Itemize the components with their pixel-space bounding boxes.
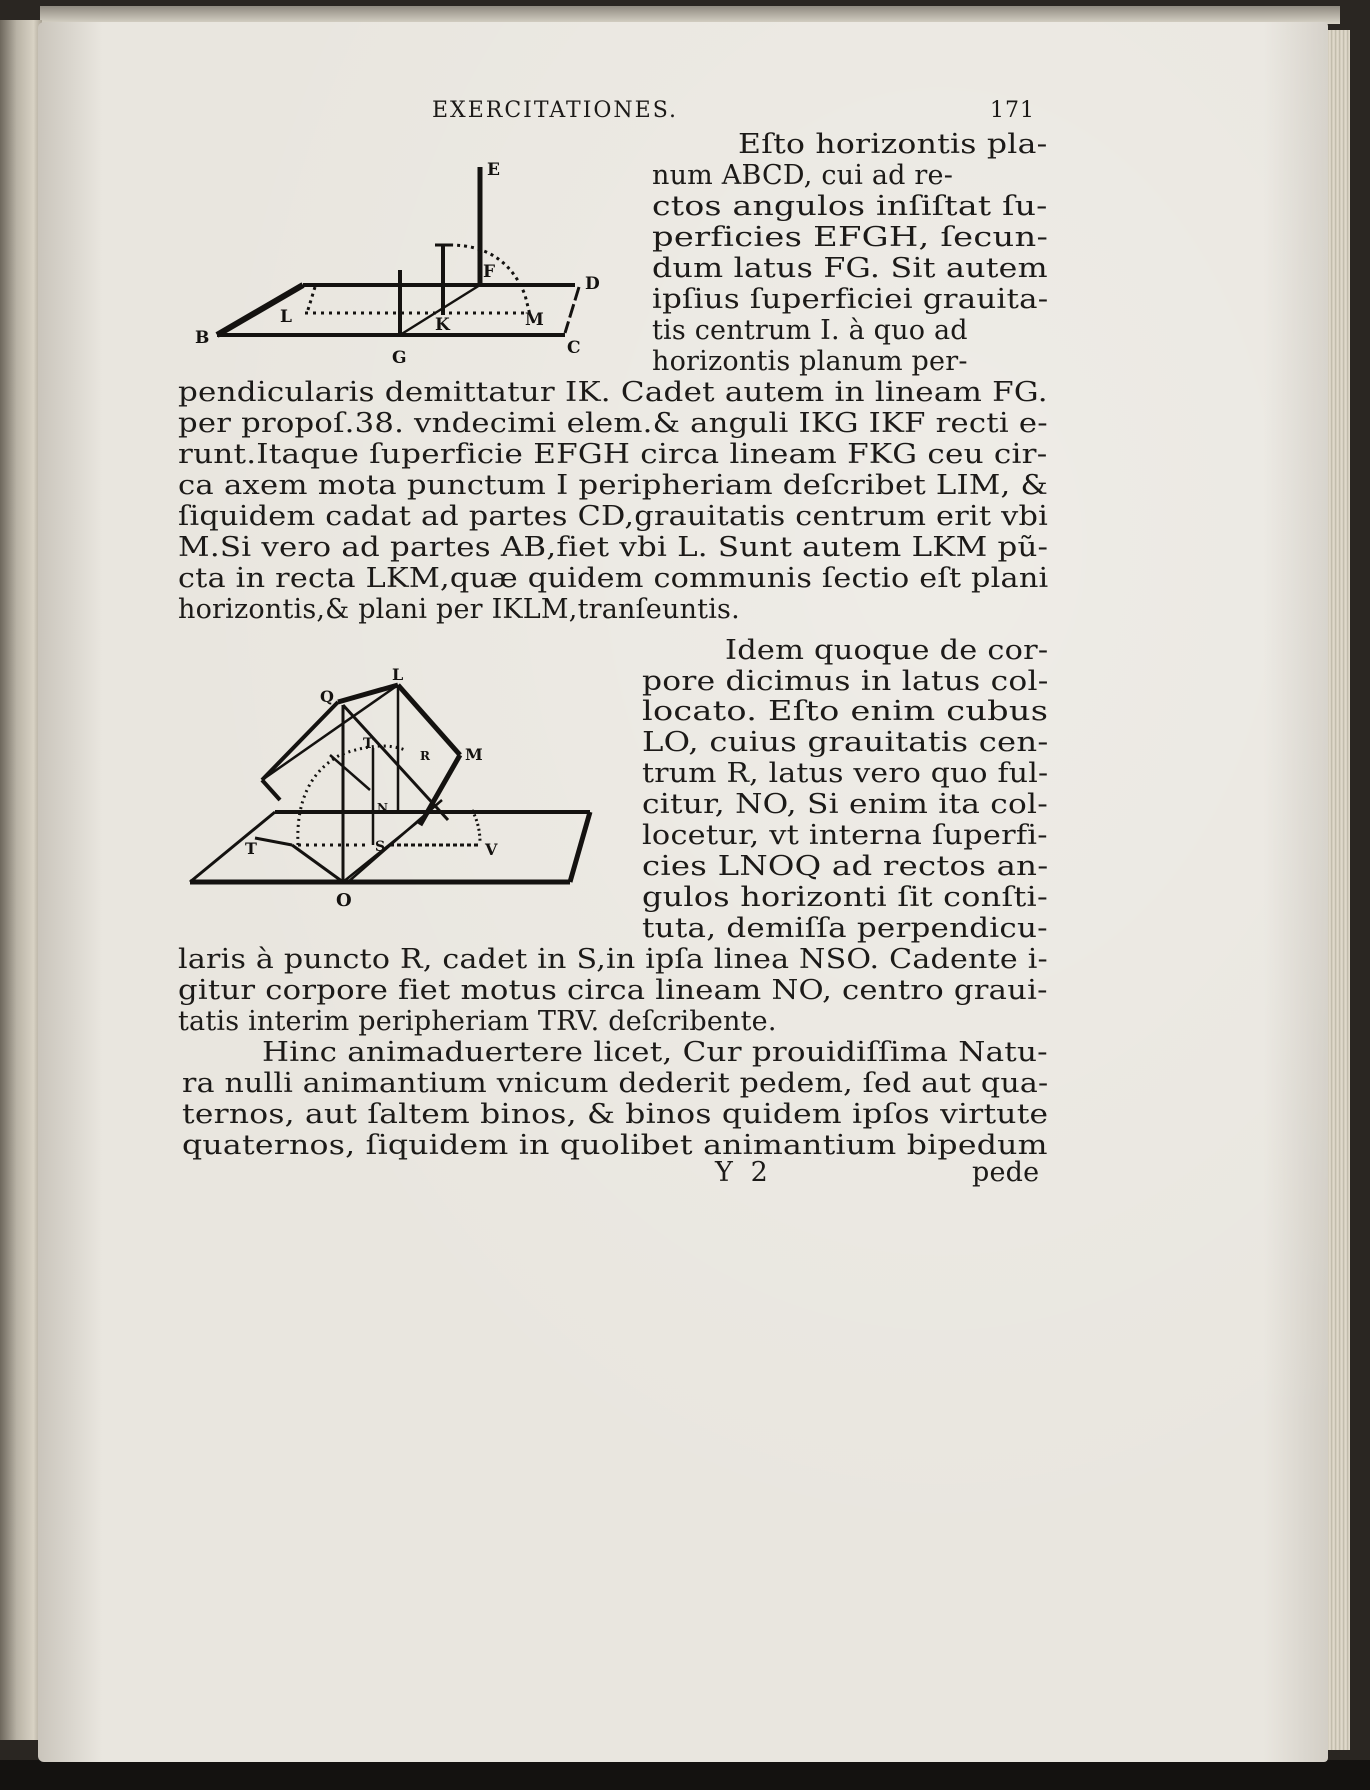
label-E: E [487,160,500,180]
arc-TRV [298,746,405,845]
text-line: per propoſ.38. vndecimi elem.& anguli IKG IKF recti e- [178,408,1048,439]
catchword: pede [972,1157,1040,1188]
label-M: M [465,745,483,764]
signature-mark: Y 2 [715,1157,768,1188]
text-line: ipſius ſuperficiei grauita- [652,284,1049,315]
label-K: K [435,315,450,335]
text-line: Idem quoque de cor- [725,635,1049,666]
running-title: EXERCITATIONES. [432,98,679,123]
text-line: ternos, aut ſaltem binos, & binos quidem ipſos virtute [182,1099,1049,1130]
label-D: D [585,274,600,294]
label-Q: Q [320,687,334,706]
label-G: G [392,348,407,368]
text-line: perficies EFGH, ſecun- [652,222,1049,253]
text-line: cies LNOQ ad rectos an- [642,851,1049,882]
cube-Q-left [262,702,338,780]
text-line: ca axem mota punctum I peripheriam deſcribet LIM, & [178,470,1049,501]
plane-right [570,812,590,882]
text-line: pore dicimus in latus col- [642,666,1049,697]
plane-left [190,812,275,882]
cube-inner [330,755,370,790]
arc-V [472,810,480,842]
edge-DC [565,287,579,333]
label-V: V [485,840,498,859]
label-N: N [377,801,388,815]
figure-plane-surface-diagram [185,145,625,370]
figure-cube-on-edge-diagram [180,660,600,910]
label-F: F [483,262,496,282]
text-line: tatis interim peripheriam TRV. deſcribente. [178,1006,777,1037]
text-line: ctos angulos inſiſtat ſu- [652,191,1048,222]
cube-QL-top [338,685,398,702]
label-T-top: T [363,736,374,752]
text-line: LO, cuius grauitatis cen- [642,727,1049,758]
text-line: num ABCD, cui ad re- [652,160,954,191]
text-line: runt.Itaque ſuperficie EFGH circa lineam FKG ceu cir- [178,439,1048,470]
label-T: T [245,839,257,858]
text-line: horizontis planum per- [652,346,968,377]
label-L: L [392,665,404,684]
arc-L [307,287,315,313]
text-line: gulos horizonti ſit conſti- [642,882,1048,913]
text-line: M.Si vero ad partes AB,fiet vbi L. Sunt autem LKM pũ- [178,532,1049,563]
line-TO [292,845,343,882]
text-line: pendicularis demittatur IK. Cadet autem in lineam FG. [178,377,1048,408]
text-line: cta in recta LKM,quæ quidem communis ſectio eſt plani [178,563,1049,594]
text-line: ra nulli animantium vnicum dederit pedem, ſed aut qua- [182,1068,1049,1099]
text-line: quaternos, ſiquidem in quolibet animantium bipedum [182,1130,1048,1161]
text-line: gitur corpore fiet motus circa lineam NO, centro graui- [178,975,1048,1006]
cube-L-M [398,685,460,755]
page-stack-edge [1328,30,1350,1750]
text-line: Eſto horizontis pla- [738,129,1048,160]
text-line: trum R, latus vero quo ful- [642,758,1049,789]
text-line: laris à puncto R, cadet in S,in ipſa linea NSO. Cadente i- [178,944,1048,975]
label-M: M [525,310,544,330]
text-line: ſiquidem cadat ad partes CD,grauitatis centrum erit vbi [178,501,1048,532]
label-S: S [375,839,386,855]
page-number: 171 [990,98,1035,123]
line-T-left [255,838,292,845]
label-O: O [336,890,352,910]
facing-page-edge [0,20,42,1740]
text-line: locato. Eſto enim cubus [642,696,1049,727]
label-B: B [195,328,210,348]
text-line: dum latus FG. Sit autem [652,253,1048,284]
cube-left-down [262,780,280,800]
label-L: L [280,307,292,327]
text-line: citur, NO, Si enim ita col- [642,789,1049,820]
text-line: tuta, demiſſa perpendicu- [642,913,1048,944]
label-C: C [567,338,581,358]
text-line: Hinc animaduertere licet, Cur prouidiſſima Natu- [262,1037,1048,1068]
label-R: R [420,749,430,763]
text-line: locetur, vt interna ſuperfi- [642,820,1048,851]
text-line: tis centrum I. à quo ad [652,315,968,346]
text-line: horizontis,& plani per IKLM,tranſeuntis. [178,594,740,625]
background-strip [0,1760,1370,1790]
